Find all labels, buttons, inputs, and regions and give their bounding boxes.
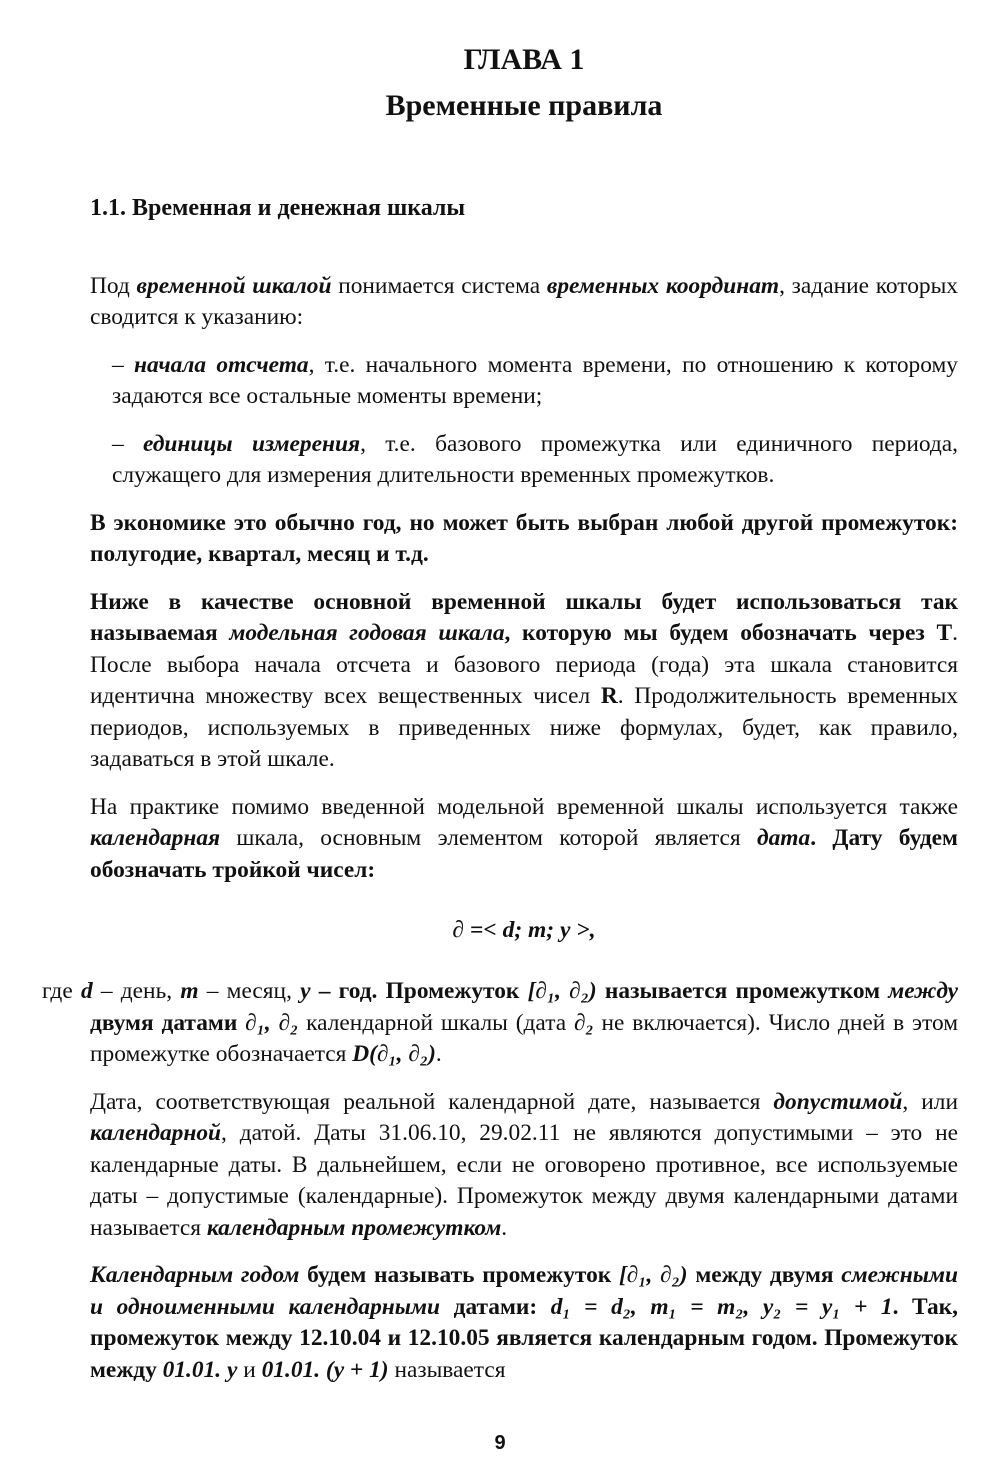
text-run: . Продолжительность временных периодов, используемых в приведенных ниже формулах, будет, как правило, задаваться в этой шкале. [90,683,958,773]
symbol-m: m [180,978,199,1005]
text-run: не включается). Число дней в этом промежутке обозначается [90,1009,959,1068]
text-run: и [237,1356,262,1383]
dates-symbol: ∂₁, ∂₂ [245,1009,299,1036]
text-run: , т.е. базового промежутка или единичного периода, служащего для измерения длительности временных промежутков. [112,430,959,489]
term-model-scale: модельная годовая шкала [229,620,505,647]
text-run: . [435,1041,442,1068]
paragraph-1 [90,271,958,334]
text-run: называется [388,1356,506,1383]
paragraph-7 [42,976,959,1071]
text-run: , которую мы будем обозначать через [504,620,937,647]
paragraph-5 [90,587,958,776]
paragraph-8 [90,1087,958,1245]
page-number: 9 [494,1432,506,1454]
term-adjacent-dates: смежными и одноименными календарными [90,1262,959,1320]
date2-symbol: ∂₂ [573,1009,594,1036]
year-condition-formula: d₁ = d₂, m₁ = m₂, y₂ = y₁ + 1 [550,1293,893,1320]
term-calendar-interval: календарным промежутком [206,1214,502,1241]
text-run: двумя датами [90,1009,246,1036]
text-run: календарной шкалы (дата [298,1009,574,1036]
text-run: датами: [440,1293,551,1320]
symbol-T: T [936,620,953,647]
text-run: . Так, промежуток между 12.10.04 и 12.10.05 является календарным годом. Промежуток между [90,1293,959,1383]
paragraph-2 [90,350,958,413]
text-run: . Дату будем обозначать тройкой чисел: [90,825,958,883]
term-unit: единицы измерения [143,430,361,457]
text-run: В экономике это обычно год, но может быть выбран любой другой промежуток: полугодие, квартал, месяц и т.д. [90,509,958,568]
text-run: , задание которых сводится к указанию: [90,272,958,331]
term-calendar: календарная [90,825,221,852]
text-run: – [112,351,135,378]
date-start-symbol: 01.01. y [162,1356,238,1383]
text-run: , т.е. начального момента времени, по отношению к которому задаются все остальные моменты времени; [112,351,958,410]
paragraph-6 [90,792,958,887]
date-formula: ∂ =< d; m; y >, [452,917,596,944]
text-run: будем называть промежуток [299,1262,619,1289]
text-run: Ниже в качестве основной временной шкалы будет использоваться так называемая [90,588,958,647]
paragraph-9 [90,1260,958,1386]
term-date: дата [757,825,811,852]
text-run: где [42,978,81,1005]
symbol-d: d [80,978,93,1005]
page-body [42,271,959,1387]
text-run: Дата, соответствующая реальной календарной дате, называется [90,1088,774,1115]
section-title: 1.1. Временная и денежная шкалы [90,195,466,221]
text-run: . [501,1214,508,1241]
term-admissible: допустимой [773,1088,903,1115]
term-origin: начала отсчета [134,351,309,378]
symbol-R: R [600,683,618,710]
term-time-coordinates: временных координат [546,272,780,299]
symbol-y: y [300,978,311,1005]
text-run: . После выбора начала отсчета и базового периода (года) эта шкала становится идентична множеству всех вещественных чисел [90,620,958,710]
text-run: , или [902,1088,958,1115]
text-run: , датой. Даты 31.06.10, 29.02.11 не являются допустимыми – это не календарные даты. В дальнейшем, если не оговорено противное, все используемые даты – допустимые (календарные). Промежуток между двумя календарными датами называется [90,1120,958,1241]
interval-symbol: [∂₁, ∂₂) [527,978,597,1005]
text-run: – год. Промежуток [310,978,528,1005]
term-calendar-date: календарной [90,1120,222,1147]
days-count-symbol: D(∂₁, ∂₂) [352,1041,436,1068]
text-run: понимается система [331,272,547,299]
chapter-label: ГЛАВА 1 [463,43,585,76]
text-run: – [112,430,144,457]
text-run: между двумя [687,1262,842,1289]
term-time-scale: временной шкалой [136,272,332,299]
paragraph-3 [90,429,958,492]
term-between: между [888,978,959,1005]
text-run: шкала, основным элементом которой является [220,825,757,852]
text-run: называется промежутком [596,978,889,1005]
text-run: – день, [92,978,181,1005]
paragraph-4 [90,508,958,571]
text-run: Под [90,272,137,299]
text-run: На практике помимо введенной модельной временной шкалы используется также [90,793,958,820]
chapter-title: Временные правила [385,89,663,122]
date-end-symbol: 01.01. (y + 1) [261,1356,389,1383]
term-calendar-year: Календарным годом [90,1262,300,1289]
text-run: – месяц, [198,978,301,1005]
interval-symbol: [∂₁, ∂₂) [619,1262,688,1289]
